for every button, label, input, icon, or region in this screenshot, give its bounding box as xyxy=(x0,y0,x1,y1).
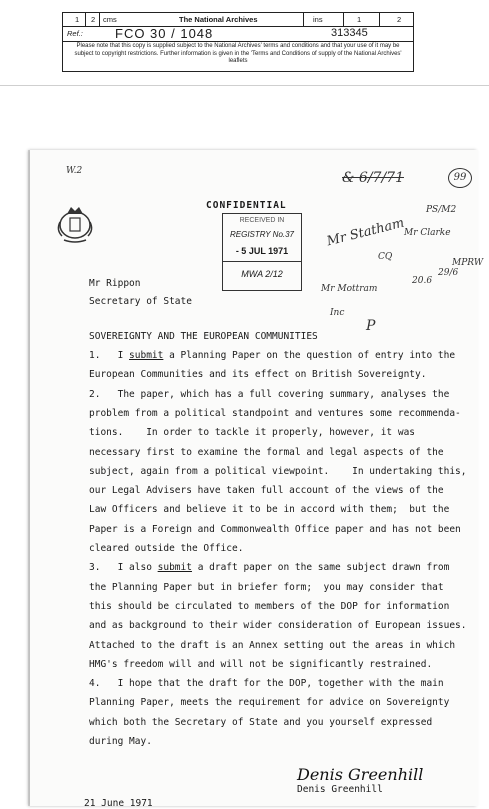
body-line: the Planning Paper but in briefer form; you may consider that xyxy=(89,581,444,593)
registry-stamp-divider xyxy=(223,261,301,262)
body-line: this should be circulated to members of the DOP for information xyxy=(89,600,450,612)
addressee-name: Mr Rippon xyxy=(89,278,141,289)
body-line: HMG's freedom will and will not be significantly restrained. xyxy=(89,658,433,670)
stamp-field-ins-2: 2 xyxy=(397,15,402,24)
body-line: 1. I submit a Planning Paper on the question of entry into the xyxy=(89,350,456,361)
addressee-title: Secretary of State xyxy=(89,296,192,307)
body-line: 2. The paper, which has a full covering summary, analyses the xyxy=(89,388,450,400)
archive-stamp xyxy=(62,12,414,72)
signatory-name: Denis Greenhill xyxy=(297,784,383,795)
body-line: tions. In order to tackle it properly, however, it was xyxy=(89,427,416,439)
top-handwriting: & 6/7/71 xyxy=(342,170,404,186)
handwritten-annotation: Inc xyxy=(330,308,345,318)
handwritten-annotation: Mr Clarke xyxy=(404,228,451,238)
corner-mark: W.2 xyxy=(66,166,83,176)
body-line: and as background to their wider consideration of European issues. xyxy=(89,620,467,632)
body-line: subject, again from a political viewpoint. In undertaking this, xyxy=(89,465,467,477)
body-line: Attached to the draft is an Annex setting out the areas in which xyxy=(89,639,456,651)
body-line: Planning Paper, meets the requirement for advice on Sovereignty xyxy=(89,697,450,709)
copyright-notice: Please note that this copy is supplied subject to the National Archives' terms and conditions and that your use of it may be subject to copyright restrictions. Further information is given in the 'Terms and Conditions of supply of the National Archives' leaflets xyxy=(74,43,402,64)
body-line: 3. I also submit a draft paper on the same subject drawn from xyxy=(89,562,450,574)
archive-stamp-header xyxy=(63,13,413,27)
letter-date: 21 June 1971 xyxy=(84,798,153,809)
folio-number: 99 xyxy=(448,168,472,188)
handwritten-annotation: 29/6 xyxy=(438,268,459,278)
body-line: European Communities and its effect on British Sovereignty. xyxy=(89,369,427,381)
stamp-field-1: 1 xyxy=(75,15,80,24)
stamp-field-ins: ins xyxy=(313,15,323,24)
body-line: 4. I hope that the draft for the DOP, together with the main xyxy=(89,678,444,690)
handwritten-annotation: 20.6 xyxy=(412,276,433,286)
body-line: cleared outside the Office. xyxy=(89,543,244,554)
reference-value: FCO 30 / 1048 xyxy=(115,26,214,41)
registry-stamp-date: - 5 JUL 1971 xyxy=(235,246,289,256)
registry-stamp-ref: MWA 2/12 xyxy=(241,269,283,279)
registry-stamp xyxy=(222,213,302,291)
body-line: our Legal Advisers have taken full account of the views of the xyxy=(89,485,444,497)
handwritten-annotation: P xyxy=(366,318,376,334)
body-line: problem from a political standpoint and ventures some recommenda- xyxy=(89,407,461,419)
classification-marking: CONFIDENTIAL xyxy=(206,200,287,211)
handwritten-signature: Denis Greenhill xyxy=(297,765,424,784)
handwritten-annotation: CQ xyxy=(378,252,393,262)
reference-label: Ref.: xyxy=(67,29,83,38)
handwritten-annotation: PS/M2 xyxy=(426,205,457,215)
divider xyxy=(0,85,489,86)
body-line: Paper is a Foreign and Commonwealth Office paper and has not been xyxy=(89,523,461,535)
registry-stamp-registry: REGISTRY No.37 xyxy=(229,230,295,239)
body-line: during May. xyxy=(89,736,152,747)
reference-row xyxy=(63,26,413,42)
registry-stamp-header: RECEIVED IN xyxy=(239,217,285,224)
handwritten-annotation: MPRW xyxy=(452,258,484,268)
stamp-field-2: 2 xyxy=(91,15,96,24)
handwritten-annotation: Mr Statham xyxy=(325,215,406,250)
stamp-field-cms: cms xyxy=(103,15,117,24)
royal-crest-icon xyxy=(52,200,98,246)
stamp-field-ins-1: 1 xyxy=(357,15,362,24)
body-line: which both the Secretary of State and you yourself expressed xyxy=(89,716,433,728)
piece-number: 313345 xyxy=(331,27,368,39)
body-line: Law Officers and believe it to be in accord with them; but the xyxy=(89,504,450,516)
handwritten-annotation: Mr Mottram xyxy=(321,284,378,294)
archive-name: The National Archives xyxy=(179,15,258,24)
body-line: necessary first to examine the formal and legal aspects of the xyxy=(89,446,444,458)
subject-heading: SOVEREIGNTY AND THE EUROPEAN COMMUNITIES xyxy=(89,331,318,342)
